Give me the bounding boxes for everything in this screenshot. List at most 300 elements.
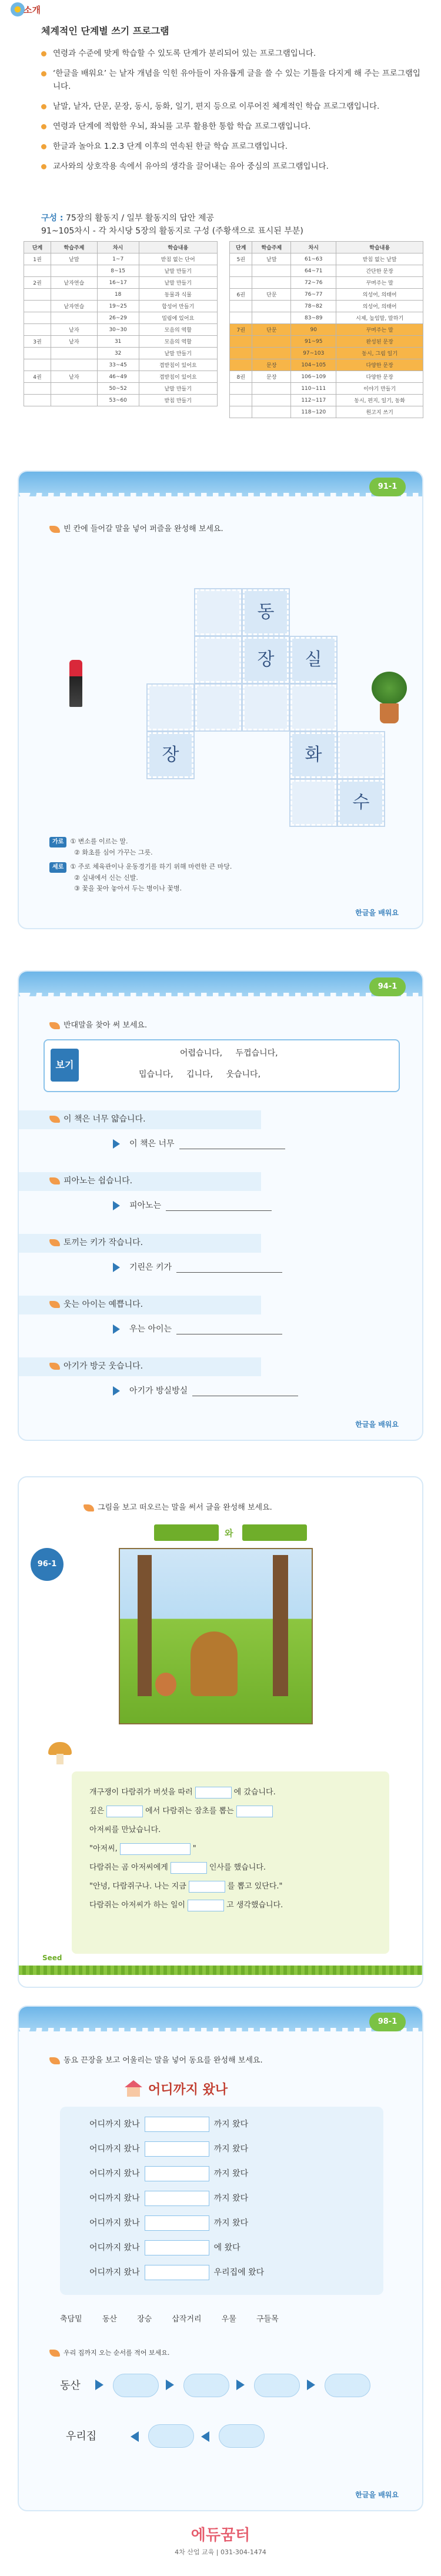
table-cell: 4권 [24,371,51,383]
table-cell: 밀림에 있어요 [139,312,218,324]
table-cell: 꾸며주는 말 [336,277,423,289]
answer-row [113,1137,285,1149]
table-cell: 낱자연습 [51,301,98,312]
table-row [24,359,218,371]
table-header: 차시 [97,242,139,253]
clue: ② 화초를 심어 가꾸는 그릇. [74,849,153,856]
question-prompt [49,1174,132,1186]
table-cell: 받침 없는 단어 [139,253,218,265]
brand-footer [0,2523,441,2557]
flower-icon [11,2,25,16]
table-cell: 낱말 만들기 [139,383,218,395]
table-cell: 18 [97,289,139,301]
table-cell: 모음의 역할 [139,324,218,336]
table-cell: 문장 [252,371,291,383]
table-cell: 낱자 [51,336,98,348]
route-cloud[interactable] [113,2374,159,2397]
table-cell: 90 [291,324,336,336]
footer-logo: 한글을 배워요 [355,909,399,917]
answer-blank[interactable] [166,1210,272,1211]
cloud-border [19,993,422,1002]
table-cell: 46~49 [97,371,139,383]
composition-note [41,212,303,238]
arrow-right-icon [113,1201,120,1210]
crossword-cell[interactable] [195,637,241,683]
table-cell: 단문 [252,289,291,301]
intro-title: 체계적인 단계별 쓰기 프로그램 [41,25,169,36]
table-row [24,312,218,324]
table-cell: 단문 [252,324,291,336]
table-cell: 겹받침이 있어요 [139,371,218,383]
story-blank[interactable] [195,1787,232,1798]
song-blank[interactable] [145,2240,209,2255]
route-cloud[interactable] [148,2424,194,2448]
crossword-cell[interactable] [338,732,384,778]
table-cell [51,359,98,371]
table-cell [51,395,98,406]
arrow-right-icon [166,2380,174,2390]
table-row [24,348,218,359]
crossword-cell[interactable] [148,685,193,730]
table-cell: 8~15 [97,265,139,277]
table-cell [252,301,291,312]
song-blank[interactable] [145,2215,209,2231]
example-word: 어렵습니다, [180,1049,223,1058]
table-cell: 112~117 [291,395,336,406]
table-cell: 동시, 편지, 일기, 동화 [336,395,423,406]
route-cloud[interactable] [325,2374,370,2397]
table-row [230,395,423,406]
table-cell: 낱자연습 [51,277,98,289]
word-bank-item: 삽작거리 [172,2315,202,2324]
crossword-cell[interactable]: 장 [148,732,193,778]
composition-text-2: 91~105차시 - 각 차시당 5장의 활동지로 구성 (주황색으로 표시된 부분) [41,226,303,236]
table-cell: 받침 만들기 [139,395,218,406]
route-instruction [49,2348,169,2357]
table-cell: 91~95 [291,336,336,348]
table-cell: 64~71 [291,265,336,277]
table-cell [252,312,291,324]
intro-section [0,0,441,459]
instruction [49,522,223,533]
table-cell [230,359,252,371]
story-fragment: 고 생각했습니다. [226,1901,283,1910]
song-line-prefix: 어디까지 왔나 [89,2120,140,2129]
table-cell: 78~82 [291,301,336,312]
crossword-cell[interactable]: 장 [243,637,289,683]
table-cell [24,324,51,336]
composition-label: 구성 : [41,213,64,223]
word-bank [60,2313,279,2324]
song-blank[interactable] [145,2265,209,2280]
crossword-legend [49,836,379,894]
crossword-cell[interactable] [195,685,241,730]
clue: ① 주로 체육관이나 운동경기를 하기 위해 마련한 큰 마당. [70,863,232,870]
table-header: 단계 [24,242,51,253]
worksheet-story [18,1476,423,1988]
route-cloud[interactable] [219,2424,265,2448]
table-row [230,406,423,418]
pencil-icon [83,1504,94,1511]
story-fragment: 깊은 [89,1807,105,1816]
table-row [24,371,218,383]
story-fragment: 인사를 했습니다. [209,1863,266,1872]
answer-row [113,1261,282,1273]
table-cell: 낱말 만들기 [139,348,218,359]
example-word: 웃습니다, [226,1070,261,1079]
table-row [230,359,423,371]
arrow-right-icon [113,1386,120,1396]
table-cell [230,301,252,312]
table-cell: 꾸며주는 말 [336,324,423,336]
arrow-left-icon [201,2431,209,2442]
table-cell: 문장 [252,359,291,371]
clue: ③ 꽃을 꽂아 놓아서 두는 병이나 꽃병. [74,885,182,892]
table-cell [230,265,252,277]
page-badge: 91-1 [369,478,406,496]
story-fragment: 에서 다람쥐는 잠초를 뽑는 [145,1807,234,1816]
table-row [230,383,423,395]
table-cell: 32 [97,348,139,359]
question-text: 이 책은 너무 얇습니다. [64,1115,146,1124]
answer-prefix: 기린은 키가 [129,1263,172,1272]
worksheet-song [18,2006,423,2511]
table-cell [24,395,51,406]
grass-border [19,1966,422,1975]
table-cell: 50~52 [97,383,139,395]
page-badge: 98-1 [369,2013,406,2031]
brand-contact: 4차 산업 교육 | 031-304-1474 [175,2548,266,2556]
example-word: 두껍습니다, [235,1049,278,1058]
brand-name: 에듀꿈터 [191,2527,250,2544]
song-line-suffix: 까지 왔다 [213,2120,249,2129]
route-start: 동산 [60,2380,81,2392]
crossword-cell[interactable]: 수 [338,780,384,826]
arrow-right-icon [113,1263,120,1272]
story-blank[interactable] [236,1806,273,1817]
mushroom-icon [48,1742,72,1766]
table-cell: 낱말 [252,253,291,265]
footer-logo: Seed [42,1954,62,1962]
table-cell: 72~76 [291,277,336,289]
table-cell [24,348,51,359]
section-label: 소개 [24,5,41,15]
crossword-cell[interactable] [290,780,336,826]
table-header: 차시 [291,242,336,253]
table-row [24,289,218,301]
song-blank[interactable] [145,2191,209,2206]
table-cell: 31 [97,336,139,348]
title-blank-left[interactable] [154,1524,219,1541]
table-cell: 낱말 [51,253,98,265]
table-row [24,265,218,277]
worksheet-antonyms [18,970,423,1441]
story-fragment: 아저씨를 만났습니다. [89,1826,161,1834]
table-row [230,253,423,265]
table-cell [24,312,51,324]
table-cell: 간단한 문장 [336,265,423,277]
feature-item: 교사와의 상호작용 속에서 유아의 생각을 끌어내는 유아 중심의 프로그램입니다. [41,160,423,173]
story-fragment: 개구쟁이 다람쥐가 버섯을 따러 [89,1788,193,1797]
feature-item: 한글과 놀아요 1.2.3 단계 이후의 연속된 한글 학습 프로그램입니다. [41,140,423,153]
pencil-icon [49,1363,60,1370]
pencil-icon [49,2350,60,2357]
example-words [139,1066,260,1083]
house-icon [125,2080,142,2097]
song-line [89,2264,264,2281]
table-cell: 76~77 [291,289,336,301]
table-cell [230,336,252,348]
song-line-prefix: 어디까지 왔나 [89,2218,140,2228]
cloud-border [19,2028,422,2037]
story-blank[interactable] [189,1881,225,1893]
table-cell: 의성어, 의태어 [336,289,423,301]
table-cell [252,406,291,418]
table-cell: 겹받침이 있어요 [139,359,218,371]
table-row [230,312,423,324]
question-prompt [49,1236,143,1248]
page-badge: 96-1 [31,1548,64,1581]
example-word: 밉습니다, [139,1070,173,1079]
table-row [24,383,218,395]
question-prompt [49,1113,146,1125]
forest-illustration [119,1548,313,1724]
table-cell [252,336,291,348]
pencil-icon [49,1177,60,1184]
song-line [89,2214,248,2232]
page-badge: 94-1 [369,977,406,996]
table-row [230,348,423,359]
song-blank[interactable] [145,2117,209,2132]
footer-logo: 한글을 배워요 [355,2491,399,2499]
pencil-icon [49,1116,60,1123]
story-fragment: 에 갔습니다. [233,1788,276,1797]
song-line [89,2239,240,2257]
table-row [230,301,423,312]
clue: ① 변소를 이르는 말. [70,837,128,845]
question-text: 피아노는 쉽습니다. [64,1176,133,1186]
bear-figure [191,1631,238,1696]
feature-list [41,47,423,180]
song-line-suffix: 우리집에 왔다 [213,2268,265,2277]
table-cell: 53~60 [97,395,139,406]
tree-trunk [138,1555,152,1696]
title-connector: 와 [225,1528,233,1539]
song-line-prefix: 어디까지 왔나 [89,2144,140,2154]
word-bank-item: 동산 [102,2315,117,2324]
table-row [24,253,218,265]
table-row [230,336,423,348]
down-tag: 세로 [49,862,66,873]
question-prompt [49,1360,143,1372]
table-header: 학습내용 [139,242,218,253]
table-cell: 26~29 [97,312,139,324]
answer-row [113,1384,298,1396]
table-cell: 완성된 문장 [336,336,423,348]
potted-plant-icon [372,672,407,725]
table-cell: 합성어 만들기 [139,301,218,312]
song-line-suffix: 에 왔다 [213,2243,240,2253]
table-cell: 7권 [230,324,252,336]
song-blank[interactable] [145,2141,209,2157]
answer-row [113,1323,282,1334]
instruction-text: 동요 끈장을 보고 어울리는 말을 넣어 동요를 완성해 보세요. [64,2056,263,2065]
answer-prefix: 아기가 방실방실 [129,1386,188,1396]
table-cell: 8권 [230,371,252,383]
table-cell [252,383,291,395]
instruction [49,2054,263,2065]
crossword-cell[interactable] [195,589,241,635]
table-cell: 104~105 [291,359,336,371]
table-cell: 이야기 만들기 [336,383,423,395]
story-blank[interactable] [171,1862,207,1874]
table-cell: 동물과 식물 [139,289,218,301]
crossword-cell[interactable] [243,685,289,730]
cloud-border [19,493,422,502]
table-cell: 6권 [230,289,252,301]
question-prompt [49,1298,143,1310]
clue: ② 실내에서 신는 신발. [74,874,138,882]
example-box [44,1039,400,1092]
story-fragment: 다람쥐는 곰 아저씨에게 [89,1863,168,1872]
curriculum-table-left [24,241,218,406]
song-line-suffix: 까지 왔다 [213,2144,249,2154]
song-line-suffix: 까지 왔다 [213,2169,249,2178]
song-title: 어디까지 왔나 [148,2083,228,2097]
feature-item: 연령과 단계에 적합한 우뇌, 좌뇌를 고루 활용한 통합 학습 프로그램입니다. [41,120,423,133]
example-tag: 보기 [51,1049,79,1082]
arrow-right-icon [236,2380,245,2390]
table-cell: 83~89 [291,312,336,324]
song-line [89,2115,248,2133]
table-cell: 106~109 [291,371,336,383]
story-fragment: " [192,1844,196,1853]
instruction-text: 반대말을 찾아 써 보세요. [64,1021,148,1030]
crossword-cell[interactable] [290,685,336,730]
footer-logo: 한글을 배워요 [355,1420,399,1429]
feature-item: 낱말, 낱자, 단문, 문장, 동시, 동화, 일기, 편지 등으로 이루어진 체계적인 학습 프로그램입니다. [41,100,423,113]
song-line-prefix: 어디까지 왔나 [89,2169,140,2178]
table-cell: 118~120 [291,406,336,418]
song-blank[interactable] [145,2166,209,2181]
table-row [230,265,423,277]
story-fragment: "아저씨, [89,1844,118,1853]
song-line [89,2190,248,2207]
table-cell: 낱자 [51,371,98,383]
table-cell: 의성어, 의태어 [336,301,423,312]
pencil-icon [49,1239,60,1246]
example-word: 깁니다, [186,1070,213,1079]
table-cell: 낱자 [51,324,98,336]
story-blank[interactable] [106,1806,143,1817]
crossword-cell[interactable]: 화 [290,732,336,778]
table-row [24,336,218,348]
table-row [230,277,423,289]
pencil-icon [49,2057,60,2064]
song-line-suffix: 까지 왔다 [213,2218,249,2228]
worksheet-crossword [18,471,423,929]
feature-item: 연령과 수준에 맞게 학습할 수 있도록 단계가 분리되어 있는 프로그램입니다. [41,47,423,60]
flower-icon [49,1022,60,1029]
table-cell: 받침 없는 낱말 [336,253,423,265]
table-cell [252,265,291,277]
table-cell: 낱말 만들기 [139,277,218,289]
answer-prefix: 우는 아이는 [129,1324,172,1334]
answer-prefix: 이 책은 너무 [129,1139,175,1149]
table-header: 학습주제 [252,242,291,253]
table-cell: 61~63 [291,253,336,265]
table-cell: 16~17 [97,277,139,289]
curriculum-table-right [229,241,423,418]
question-text: 웃는 아이는 예쁩니다. [64,1300,143,1309]
word-bank-item: 우물 [221,2315,236,2324]
table-cell: 3권 [24,336,51,348]
song-line [89,2165,248,2183]
lipstick-icon [69,660,82,707]
instruction [49,1019,147,1030]
table-cell [230,348,252,359]
word-bank-item: 구들목 [256,2315,279,2324]
table-cell: 동시, 그림 일기 [336,348,423,359]
table-cell: 2권 [24,277,51,289]
table-row [230,371,423,383]
pencil-icon [49,1301,60,1308]
table-row [24,277,218,289]
example-words [180,1045,278,1062]
table-cell [51,265,98,277]
answer-prefix: 피아노는 [129,1201,162,1210]
table-cell [230,395,252,406]
table-cell [24,383,51,395]
table-cell: 1권 [24,253,51,265]
table-cell [51,312,98,324]
arrow-right-icon [95,2380,103,2390]
table-row [230,289,423,301]
story-text [89,1783,377,1915]
crossword-cell[interactable]: 동 [243,589,289,635]
instruction-text: 그림을 보고 떠오르는 말을 써서 글을 완성해 보세요. [98,1503,272,1512]
story-fragment: "안녕, 다람쥐구나. 나는 지금 [89,1882,186,1891]
story-fragment: 를 뽑고 있단다." [227,1882,283,1891]
table-cell [24,301,51,312]
answer-blank[interactable] [176,1272,282,1273]
route-cloud[interactable] [254,2374,300,2397]
table-cell [230,406,252,418]
table-cell [51,383,98,395]
table-cell [51,289,98,301]
table-header: 학습내용 [336,242,423,253]
tree-trunk [273,1555,288,1696]
arrow-left-icon [131,2431,139,2442]
instruction [83,1501,272,1512]
table-cell: 30~30 [97,324,139,336]
arrow-right-icon [307,2380,315,2390]
table-cell: 다양한 문장 [336,359,423,371]
table-cell [230,312,252,324]
table-header: 학습주제 [51,242,98,253]
table-cell: 110~111 [291,383,336,395]
song-line-prefix: 어디까지 왔나 [89,2268,140,2277]
crossword-cell[interactable]: 실 [290,637,336,683]
route-cloud[interactable] [183,2374,229,2397]
composition-text: 75장의 활동지 / 일부 활동지의 답안 제공 [65,213,215,223]
table-row [230,324,423,336]
story-blank[interactable] [188,1900,224,1911]
story-fragment: 다람쥐는 아저씨가 하는 일이 [89,1901,186,1910]
title-blank-right[interactable] [242,1524,307,1541]
word-bank-item: 장승 [137,2315,152,2324]
story-blank[interactable] [120,1843,191,1855]
